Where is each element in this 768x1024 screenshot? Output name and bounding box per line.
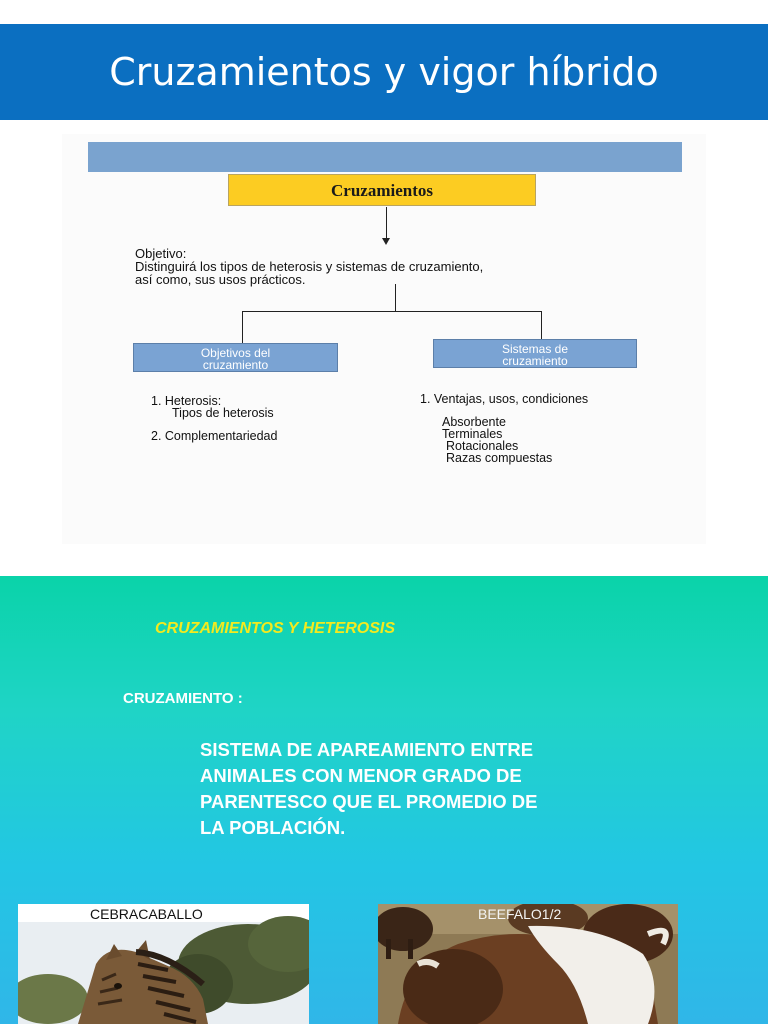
connector-line [395,284,396,312]
objetivos-box [133,343,338,372]
list-item: Rotacionales [446,439,519,453]
list-item: Tipos de heterosis [172,406,274,420]
list-item: Razas compuestas [446,451,553,465]
definition-line: PARENTESCO QUE EL PROMEDIO DE [200,791,538,812]
list-item: 2. Complementariedad [151,429,278,443]
objective-line: así como, sus usos prácticos. [135,272,306,287]
connector-line [541,311,542,339]
photo-label: BEEFALO1/2 [478,906,562,922]
list-item: 1. Heterosis: [151,394,222,408]
objective-line: Distinguirá los tipos de heterosis y sistemas de cruzamiento, [135,259,484,274]
beefalo-photo [378,904,678,1024]
box-line: Objetivos del [200,346,271,360]
diagram-header-bar [88,142,682,172]
objective-text [135,247,483,286]
connector-line [242,311,243,343]
slide-heading: CRUZAMIENTOS Y HETEROSIS [155,620,396,637]
arrow-down-icon [382,238,390,245]
connector-line [386,207,387,239]
definition-text [200,737,538,841]
definition-line: SISTEMA DE APAREAMIENTO ENTRE [200,739,534,760]
systems-list [420,393,588,464]
definition-line: ANIMALES CON MENOR GRADO DE [200,765,522,786]
sistemas-box [433,339,637,368]
beefalo-image [378,904,678,1024]
objective-line: Objetivo: [135,246,187,261]
list-item: Terminales [442,427,503,441]
objectives-list [151,395,277,442]
list-item: 1. Ventajas, usos, condiciones [420,392,589,406]
zebra-horse-image [18,904,309,1024]
cruzamientos-box: Cruzamientos [228,174,536,206]
definition-line: LA POBLACIÓN. [200,817,346,838]
list-item: Absorbente [442,415,506,429]
box-line: cruzamiento [502,354,568,368]
slide-title: Cruzamientos y vigor híbrido [109,50,659,94]
term-label: CRUZAMIENTO : [123,690,243,707]
box-line: cruzamiento [202,358,269,372]
cebracaballo-photo [18,904,309,1024]
box-line: Sistemas de [501,342,569,356]
photo-label: CEBRACABALLO [90,906,203,922]
connector-line [242,311,542,312]
